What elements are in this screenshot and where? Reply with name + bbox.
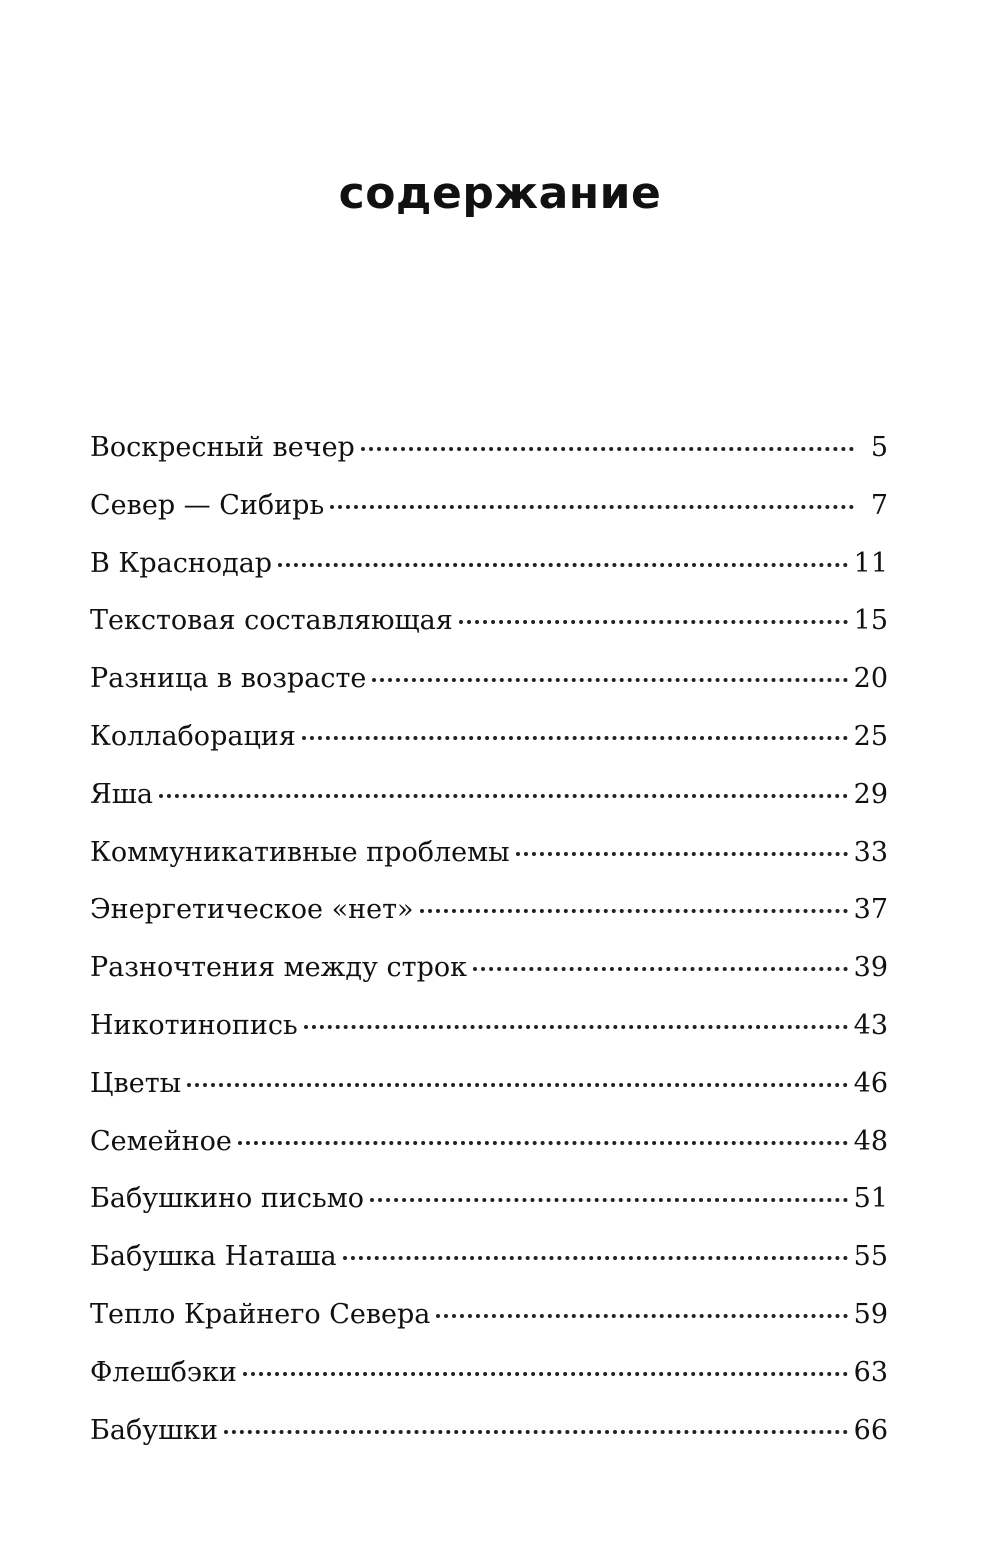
toc-entry-title: Коммуникативные проблемы: [90, 836, 510, 868]
toc-entry-page: 33: [853, 836, 888, 868]
toc-entry[interactable]: [90, 1064, 888, 1122]
toc-entry-page: 25: [853, 720, 888, 752]
toc-entry-page: 5: [870, 432, 888, 463]
toc-entry-title: Флешбэки: [90, 1356, 237, 1388]
toc-entry-title: Яша: [90, 778, 154, 810]
toc-entry[interactable]: [90, 486, 888, 544]
toc-entry[interactable]: [90, 1353, 888, 1411]
toc-entry-page: 7: [870, 489, 888, 521]
toc-entry-title: Никотинопись: [90, 1009, 298, 1041]
toc-entry[interactable]: [90, 428, 888, 486]
toc-entry[interactable]: [90, 659, 888, 717]
toc-entry-page: 51: [853, 1183, 888, 1215]
toc-entry-page: 20: [853, 663, 888, 695]
toc-leader-dots: [304, 1025, 848, 1029]
toc-entry-title: Коллаборация: [90, 720, 296, 752]
toc-leader-dots: [516, 852, 848, 856]
toc-entry-page: 29: [853, 778, 888, 810]
toc-entry-title: Разночтения между строк: [90, 952, 467, 984]
toc-entry[interactable]: [90, 1411, 888, 1469]
toc-entry-title: В Краснодар: [90, 547, 273, 579]
toc-leader-dots: [238, 1141, 848, 1145]
toc-entry[interactable]: [90, 948, 888, 1006]
toc-entry-title: Бабушки: [90, 1414, 219, 1446]
toc-entry[interactable]: [90, 544, 888, 602]
toc-entry[interactable]: [90, 1122, 888, 1180]
toc-entry-title: Цветы: [90, 1067, 182, 1099]
toc-entry[interactable]: [90, 1006, 888, 1064]
toc-leader-dots: [278, 563, 848, 567]
toc-leader-dots: [436, 1314, 847, 1318]
toc-entry-page: 59: [853, 1298, 888, 1330]
toc-entry[interactable]: [90, 833, 888, 891]
toc-entry-title: Бабушкино письмо: [90, 1183, 364, 1215]
toc-entry-title: Бабушка Наташа: [90, 1241, 337, 1273]
toc-entry[interactable]: [90, 890, 888, 948]
toc-leader-dots: [459, 620, 848, 624]
toc-leader-dots: [224, 1430, 848, 1434]
toc-entry[interactable]: [90, 1295, 888, 1353]
toc-entry-page: 11: [853, 547, 888, 579]
toc-entry[interactable]: [90, 717, 888, 775]
page-title: содержание: [338, 168, 662, 219]
toc-entry[interactable]: [90, 601, 888, 659]
toc-entry-title: Семейное: [90, 1125, 232, 1157]
toc-entry-title: Текстовая составляющая: [90, 605, 453, 637]
toc-entry-page: 55: [853, 1241, 888, 1273]
toc-entry[interactable]: [90, 1179, 888, 1237]
toc-entry-title: Север — Сибирь: [90, 489, 325, 521]
toc-leader-dots: [473, 967, 848, 971]
toc-leader-dots: [243, 1372, 848, 1376]
toc-entry-page: 37: [853, 894, 888, 926]
toc-entry-title: Воскресный вечер: [90, 432, 355, 463]
toc-entry-page: 66: [853, 1414, 888, 1446]
toc-entry-page: 63: [853, 1356, 888, 1388]
table-of-contents: [90, 428, 888, 1468]
toc-entry-page: 39: [853, 952, 888, 984]
toc-entry[interactable]: [90, 1237, 888, 1295]
toc-leader-dots: [361, 447, 854, 451]
toc-entry-title: Энергетическое «нет»: [90, 894, 414, 926]
toc-entry-page: 46: [853, 1067, 888, 1099]
toc-leader-dots: [343, 1256, 848, 1260]
toc-entry-page: 15: [853, 605, 888, 637]
toc-leader-dots: [159, 794, 848, 798]
toc-leader-dots: [302, 736, 848, 740]
toc-entry[interactable]: [90, 775, 888, 833]
toc-entry-title: Тепло Крайнего Севера: [90, 1298, 431, 1330]
toc-entry-page: 48: [853, 1125, 888, 1157]
toc-entry-title: Разница в возрасте: [90, 663, 367, 695]
toc-leader-dots: [370, 1198, 848, 1202]
toc-leader-dots: [330, 505, 854, 509]
toc-leader-dots: [372, 678, 847, 682]
toc-leader-dots: [420, 909, 848, 913]
toc-leader-dots: [187, 1083, 847, 1087]
toc-entry-page: 43: [853, 1009, 888, 1041]
